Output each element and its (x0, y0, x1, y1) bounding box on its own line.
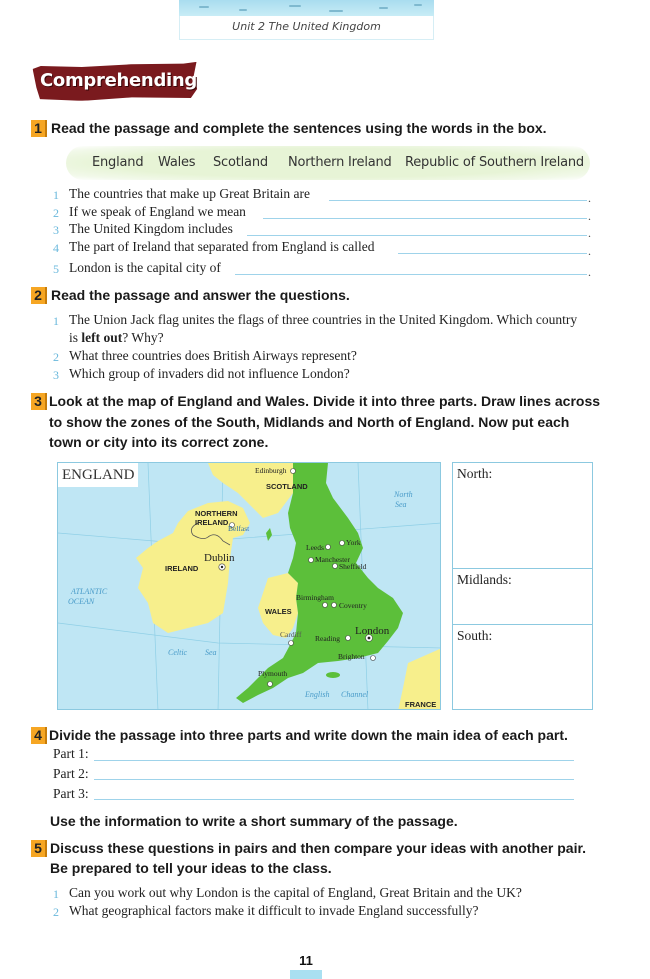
label-reading: Reading (315, 634, 340, 643)
label-atlantic-2: OCEAN (68, 597, 95, 606)
answer-blank[interactable] (398, 253, 587, 254)
zone-midlands[interactable] (453, 569, 592, 625)
map-title: ENGLAND (58, 463, 138, 487)
word-england: England (92, 155, 144, 170)
item-number: 3 (53, 368, 59, 382)
england-map (57, 462, 441, 710)
label-scotland: SCOTLAND (266, 482, 308, 491)
label-birmingham: Birmingham (296, 593, 334, 602)
word-wales: Wales (158, 155, 196, 170)
item-number: 3 (53, 223, 59, 237)
label-north-sea-1: North (394, 490, 413, 499)
label-plymouth: Plymouth (258, 669, 288, 678)
label-channel-1: English (305, 690, 330, 699)
part-label: Part 2: (53, 766, 89, 781)
task-2-instruction: Read the passage and answer the questions. (51, 287, 350, 303)
item-number: 5 (53, 262, 59, 276)
task-3-instruction-line-3: town or city into its correct zone. (49, 434, 269, 450)
label-belfast: Belfast (228, 524, 250, 533)
item-text: The United Kingdom includes (69, 221, 233, 236)
summary-instruction: Use the information to write a short summary of the passage. (50, 813, 458, 829)
answer-blank[interactable] (94, 760, 574, 761)
label-ireland-ni: IRELAND (195, 518, 229, 527)
item-text: Can you work out why London is the capital of England, Great Britain and the UK? (69, 885, 522, 900)
word-scotland: Scotland (213, 155, 268, 170)
label-coventry: Coventry (339, 601, 367, 610)
label-cardiff: Cardiff (280, 630, 302, 639)
word-republic-southern-ireland: Republic of Southern Ireland (405, 155, 584, 170)
item-text: What geographical factors make it difficult to invade England successfully? (69, 903, 479, 918)
part-label: Part 1: (53, 746, 89, 761)
item-number: 1 (53, 887, 59, 901)
label-north-sea-2: Sea (395, 500, 407, 509)
answer-blank[interactable] (263, 218, 587, 219)
task-5-instruction-line-2: Be prepared to tell your ideas to the class. (50, 860, 332, 876)
item-number: 2 (53, 350, 59, 364)
label-ireland: IRELAND (165, 564, 199, 573)
item-number: 4 (53, 241, 59, 255)
item-text: What three countries does British Airways represent? (69, 348, 357, 363)
part-label: Part 3: (53, 786, 89, 801)
label-northern: NORTHERN (195, 509, 238, 518)
zone-label-midlands: Midlands: (457, 572, 512, 587)
zones-table (452, 462, 593, 710)
answer-blank[interactable] (94, 779, 574, 780)
word-northern-ireland: Northern Ireland (288, 155, 392, 170)
task-3-instruction-line-2: to show the zones of the South, Midlands and North of England. Now put each (49, 414, 570, 430)
page-number: 11 (290, 952, 322, 970)
item-text: The countries that make up Great Britain are (69, 186, 311, 201)
label-dublin: Dublin (204, 552, 235, 564)
task-5-badge: 5 (31, 840, 47, 857)
task-3-badge: 3 (31, 393, 47, 410)
task-1-instruction: Read the passage and complete the sentences using the words in the box. (51, 120, 547, 136)
answer-blank[interactable] (329, 200, 587, 201)
item-text: If we speak of England we mean (69, 204, 246, 219)
label-celtic-1: Celtic (168, 648, 188, 657)
task-1-badge: 1 (31, 120, 47, 137)
unit-title: Unit 2 The United Kingdom (179, 16, 434, 40)
label-brighton: Brighton (338, 652, 365, 661)
item-text: The part of Ireland that separated from England is called (69, 239, 375, 254)
task-2-badge: 2 (31, 287, 47, 304)
label-france: FRANCE (405, 700, 437, 709)
map-graphic (58, 463, 441, 710)
answer-blank[interactable] (94, 799, 574, 800)
label-sheffield: Sheffield (339, 562, 367, 571)
zone-north[interactable] (453, 463, 592, 569)
item-text: Which group of invaders did not influence London? (69, 366, 350, 381)
task-4-instruction: Divide the passage into three parts and write down the main idea of each part. (49, 727, 568, 743)
label-leeds: Leeds (306, 543, 324, 552)
label-wales: WALES (265, 607, 292, 616)
task-4-badge: 4 (31, 727, 47, 744)
section-title: Comprehending (40, 70, 197, 91)
item-text: London is the capital city of (69, 260, 221, 275)
answer-blank[interactable] (235, 274, 587, 275)
label-atlantic-1: ATLANTIC (71, 587, 108, 596)
item-text: The Union Jack flag unites the flags of three countries in the United Kingdom. Which country (69, 312, 578, 327)
label-channel-2: Channel (341, 690, 369, 699)
page-number-bar (290, 970, 322, 979)
label-london: London (355, 625, 390, 637)
task-3-instruction-line-1: Look at the map of England and Wales. Divide it into three parts. Draw lines across (49, 393, 601, 409)
label-york: York (346, 538, 361, 547)
label-manchester: Manchester (315, 555, 350, 564)
item-number: 2 (53, 206, 59, 220)
item-text-continued: is left out? Why? (69, 330, 164, 345)
label-celtic-2: Sea (205, 648, 217, 657)
zone-label-south: South: (457, 628, 493, 643)
zone-south[interactable] (453, 625, 592, 709)
item-number: 1 (53, 314, 59, 328)
header-decoration (179, 0, 434, 16)
label-edinburgh: Edinburgh (255, 466, 287, 475)
answer-blank[interactable] (247, 235, 587, 236)
item-number: 1 (53, 188, 59, 202)
zone-label-north: North: (457, 466, 493, 481)
task-5-instruction-line-1: Discuss these questions in pairs and then compare your ideas with another pair. (50, 840, 587, 856)
item-number: 2 (53, 905, 59, 919)
